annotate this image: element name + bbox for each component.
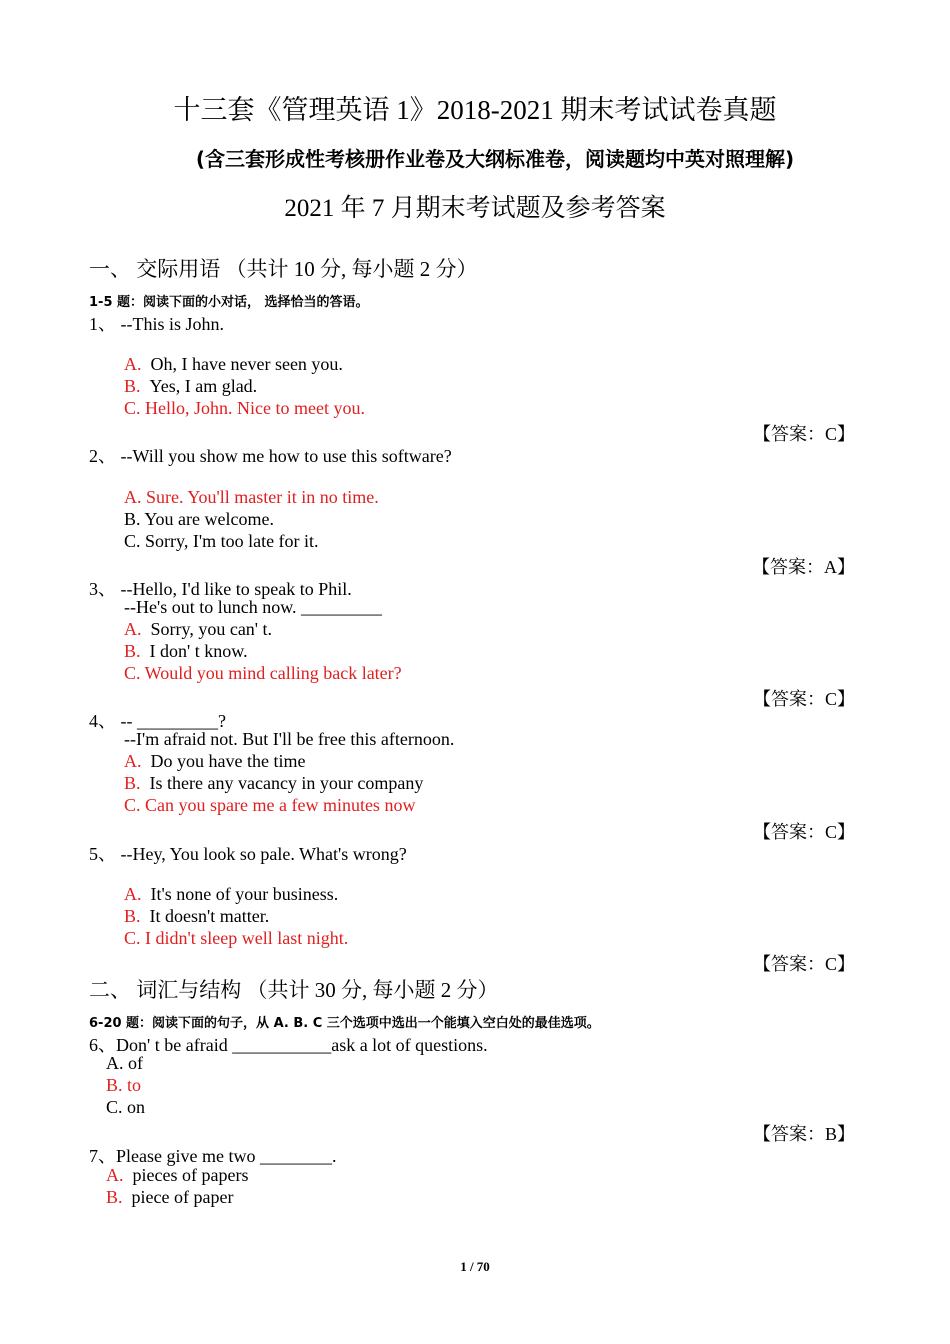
document-subtitle: (含三套形成性考核册作业卷及大纲标准卷，阅读题均中英对照理解)	[195, 147, 795, 171]
section-heading-1: 一、 交际用语 （共计 10 分, 每小题 2 分）	[89, 257, 478, 281]
option-text: piece of paper	[122, 1187, 234, 1207]
option-text: Sorry, you can' t.	[141, 619, 273, 639]
question-6-option-b: B. to	[106, 1075, 142, 1095]
option-text: Yes, I am glad.	[140, 376, 258, 396]
question-4-stem-line2: --I'm afraid not. But I'll be free this afternoon.	[124, 729, 455, 749]
question-1-answer: 【答案：C】	[752, 424, 855, 444]
question-5-option-b: B. It doesn't matter.	[124, 906, 270, 926]
question-3-stem-line2: --He's out to lunch now. _________	[124, 597, 383, 617]
question-7-option-b: B. piece of paper	[106, 1187, 234, 1207]
question-4-answer: 【答案：C】	[752, 822, 855, 842]
question-5-answer: 【答案：C】	[752, 954, 855, 974]
option-text: It's none of your business.	[141, 884, 339, 904]
question-6-option-a: A. of	[106, 1053, 143, 1073]
document-title: 十三套《管理英语 1》2018-2021 期末考试试卷真题	[173, 95, 777, 125]
exam-title: 2021 年 7 月期末考试题及参考答案	[284, 195, 666, 222]
question-4-stem: 4、 -- _________?	[89, 711, 226, 731]
question-2-option-c: C. Sorry, I'm too late for it.	[124, 531, 319, 551]
question-1-option-c: C. Hello, John. Nice to meet you.	[124, 398, 365, 418]
option-text: I don' t know.	[140, 641, 248, 661]
question-6-stem: 6、Don' t be afraid ___________ask a lot of questions.	[89, 1035, 488, 1055]
question-4-option-b: B. Is there any vacancy in your company	[124, 773, 424, 793]
section-instruction-1: 1-5 题：阅读下面的小对话， 选择恰当的答语。	[89, 295, 369, 310]
question-7-stem: 7、Please give me two ________.	[89, 1146, 337, 1166]
question-6-answer: 【答案：B】	[752, 1124, 855, 1144]
question-4-option-c: C. Can you spare me a few minutes now	[124, 795, 416, 815]
question-5-stem: 5、 --Hey, You look so pale. What's wrong?	[89, 844, 407, 864]
page-number: 1 / 70	[460, 1259, 490, 1274]
question-1-stem: 1、 --This is John.	[89, 314, 224, 334]
option-text: Oh, I have never seen you.	[141, 354, 343, 374]
question-1-option-b: B. Yes, I am glad.	[124, 376, 258, 396]
question-7-option-a: A. pieces of papers	[106, 1165, 249, 1185]
question-2-option-a: A. Sure. You'll master it in no time.	[124, 487, 379, 507]
option-text: It doesn't matter.	[140, 906, 270, 926]
question-2-option-b: B. You are welcome.	[124, 509, 274, 529]
section-instruction-2: 6-20 题：阅读下面的句子，从 A. B. C 三个选项中选出一个能填入空白处的最佳选项。	[89, 1016, 600, 1031]
question-4-option-a: A. Do you have the time	[124, 751, 306, 771]
question-1-option-a: A. Oh, I have never seen you.	[124, 354, 343, 374]
question-5-option-a: A. It's none of your business.	[124, 884, 339, 904]
question-3-answer: 【答案：C】	[752, 689, 855, 709]
question-2-answer: 【答案：A】	[752, 557, 855, 577]
question-3-option-c: C. Would you mind calling back later?	[124, 663, 402, 683]
question-3-stem: 3、 --Hello, I'd like to speak to Phil.	[89, 579, 352, 599]
question-3-option-b: B. I don' t know.	[124, 641, 248, 661]
question-2-stem: 2、 --Will you show me how to use this software?	[89, 446, 452, 466]
question-5-option-c: C. I didn't sleep well last night.	[124, 928, 349, 948]
option-text: Do you have the time	[141, 751, 306, 771]
section-heading-2: 二、 词汇与结构 （共计 30 分, 每小题 2 分）	[89, 978, 499, 1002]
option-text: pieces of papers	[123, 1165, 249, 1185]
question-6-option-c: C. on	[106, 1097, 146, 1117]
question-3-option-a: A. Sorry, you can' t.	[124, 619, 273, 639]
option-text: Is there any vacancy in your company	[140, 773, 424, 793]
